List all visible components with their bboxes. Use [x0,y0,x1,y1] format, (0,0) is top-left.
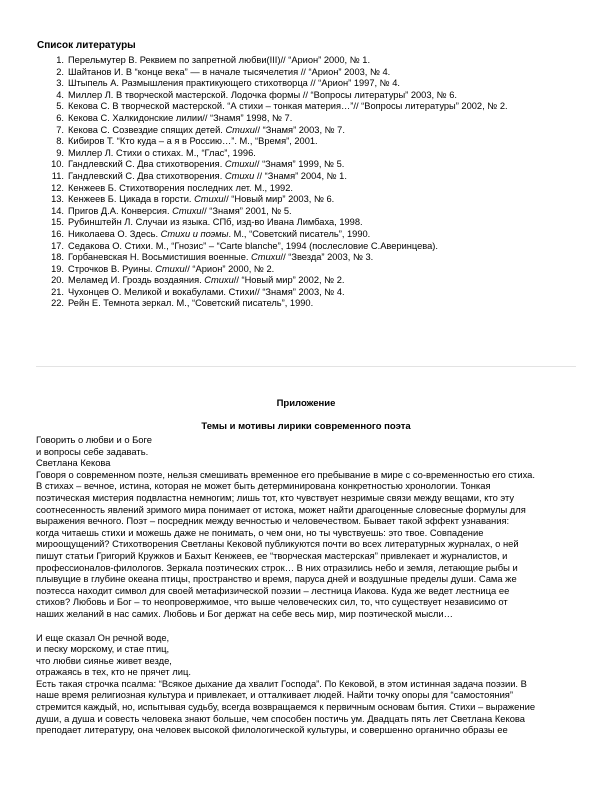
text-line: соотнесенность явлений зримого мира понимает от истока, может найти драгоценные словесные формулы для [36,503,526,515]
bibliography-item [36,55,508,67]
bibliography-item-number: 14. [51,205,64,216]
bibliography-item-number: 9. [56,147,64,158]
bibliography-item [36,171,508,183]
text-line: поэтическая мистерия подвластна немногим; лишь тот, кто чувствует незримые связи между вещами, кто эту [36,491,515,503]
text-line: плывущие в глубине океана птицы, пространство и время, паруса дней и воздушные пределы души. Сама же [36,573,517,585]
text-line: Светлана Кекова [36,457,111,469]
bibliography-item-text: // “Знамя” 2001, № 5. [201,205,292,216]
bibliography-item-number: 22. [51,298,64,309]
bibliography-item-italic: Стихи [225,124,255,135]
text-line: пишут статьи Григорий Кружков и Бахыт Кенжеев, ее “творческая мастерская” привлекает и журналистов, и [36,549,508,561]
bibliography-item-text: // “Арион” 2000, № 2. [184,263,275,274]
bibliography-item [36,298,508,310]
bibliography-item-text: // “Знамя” 2003, № 7. [254,124,345,135]
bibliography-item [36,264,508,276]
bibliography-item-number: 21. [51,286,64,297]
bibliography-item-text: Гандлевский С. Два стихотворения. [68,159,225,170]
bibliography-item-italic: Стихи [251,252,281,263]
bibliography-item-text: Миллер Л. Стихи о стихах. М., “Глас”, 1996. [68,147,256,158]
bibliography-item-text: Кибиров Т. “Кто куда – а я в Россию…”. М., “Время”, 2001. [68,136,318,147]
bibliography-item-text: Строчков В. Руины. [68,263,156,274]
bibliography-item-number: 11. [51,170,64,181]
bibliography-item [36,148,508,160]
bibliography-item-text: Кекова С. Созвездие спящих детей. [68,124,226,135]
bibliography-item [36,206,508,218]
bibliography-item [36,194,508,206]
text-line: когда читаешь стихи и можешь даже не понимать, о чем они, но ты чувствуешь: это твое. Совпадение [36,526,484,538]
bibliography-item-italic: Стихи и поэмы [160,228,229,239]
bibliography-item-text: Чухонцев О. Меликой и вокабулами. Стихи// “Знамя” 2003, № 4. [68,286,345,297]
text-line: Говоря о современном поэте, нельзя смешивать временное его пребывание в мире с со-временностью его стиха. [36,468,535,480]
paragraph-gap [36,620,580,632]
text-line: наше время религиозная культура и привлекает, и отталкивает людей. Найти точку опоры для “самостояния” [36,689,514,701]
appendix-body [36,434,580,736]
bibliography-item-number: 6. [56,112,64,123]
bibliography-item [36,229,508,241]
bibliography-item-italic: Стихи [155,263,185,274]
bibliography-item [36,287,508,299]
section-divider [36,366,576,367]
bibliography-item-text: . М., “Советский писатель”, 1990. [228,228,371,239]
bibliography-item [36,67,508,79]
appendix-title: Приложение [276,398,336,409]
bibliography-item-number: 10. [51,159,64,170]
bibliography-item [36,78,508,90]
bibliography-item-text: Меламед И. Гроздь воздаяния. [68,275,205,286]
text-line: поэтесса находит символ для своей метафизической поэзии – лестница Иакова. Куда же ведет лестница ее [36,584,510,596]
bibliography-item-text: Кенжеев Б. Стихотворения последних лет. М., 1992. [68,182,293,193]
bibliography-item-number: 3. [56,78,64,89]
text-line: Есть такая строчка псалма: “Всякое дыхание да хвалит Господа”. По Кековой, в этом истинная задача поэзии. В [36,677,527,689]
bibliography-item [36,159,508,171]
bibliography-item [36,241,508,253]
bibliography-item-text: Кекова С. В творческой мастерской. “А стихи – тонкая материя…”// “Вопросы литературы” 2002, № 2. [68,101,508,112]
bibliography-item-text: Рубинштейн Л. Случаи из языка. СПб, изд-во Ивана Лимбаха, 1998. [68,217,363,228]
bibliography-item-number: 17. [51,240,64,251]
bibliography-heading: Список литературы [37,40,136,51]
bibliography-item-number: 13. [51,194,64,205]
bibliography-item-text: Шайтанов И. В “конце века” — в начале тысячелетия // “Арион” 2003, № 4. [68,66,391,77]
bibliography-item [36,113,508,125]
bibliography-item-number: 1. [56,55,64,65]
bibliography-item-italic: Стихи [204,275,234,286]
text-line: отражаясь в тех, кто не прячет лиц. [36,666,191,678]
bibliography-item-italic: Стихи [224,159,255,170]
bibliography-item-text: Миллер Л. В творческой мастерской. Лодочка формы // “Вопросы литературы” 2003, № 6. [68,89,457,100]
bibliography-item-number: 20. [51,275,64,286]
bibliography-item-text: Гандлевский С. Два стихотворения. [68,170,225,181]
bibliography-item-text: // “Знамя” 1999, № 5. [254,159,345,170]
bibliography-item-number: 12. [51,182,64,193]
bibliography-item-italic: Стихи [224,170,255,181]
text-line: Говорить о любви и о Боге [36,434,152,445]
bibliography-item [36,217,508,229]
bibliography-item-number: 2. [56,66,64,77]
bibliography-item-number: 5. [56,101,64,112]
text-line: профессионалов-филологов. Зеркала поэтических строк… В них отразились небо и земля, летающие рыбы и [36,561,518,573]
bibliography-item-text: Николаева О. Здесь. [68,228,161,239]
bibliography-item-text: Кекова С. Халкидонские лилии// “Знамя” 1998, № 7. [68,112,293,123]
bibliography-item-number: 15. [51,217,64,228]
text-line: стремится каждый, но, испытывая судьбу, всегда возвращаемся к первичным основам бытия. Стихи – выражение [36,701,536,713]
bibliography-item [36,252,508,264]
bibliography-item-number: 7. [56,124,64,135]
bibliography-item [36,90,508,102]
text-line: преподает литературу, она человек высокой филологической культуры, и совершенно органично образы ее [36,724,508,736]
bibliography-item-italic: Стихи [172,205,202,216]
bibliography-item-number: 16. [51,228,64,239]
text-line: и песку морскому, и стае птиц, [36,643,170,655]
bibliography-item-text: Седакова О. Стихи. М., “Гнозис” – “Carte blanche”, 1994 (послесловие С.Аверинцева). [68,240,438,251]
bibliography-list [36,55,508,310]
bibliography-item [36,136,508,148]
bibliography-item-text: Кенжеев Б. Цикада в горсти. [68,194,195,205]
bibliography-item [36,275,508,287]
bibliography-item [36,183,508,195]
bibliography-item-number: 19. [51,263,64,274]
text-line: выражения вечного. Поэт – посредник между вечностью и человечеством. Бывает такой эффект узнавания: [36,515,510,527]
text-line: И еще сказал Он речной воде, [36,631,170,643]
bibliography-item-number: 4. [56,89,64,100]
bibliography-item-italic: Стихи [194,194,224,205]
text-line: В стихах – вечное, истина, которая не может быть детерминирована конкретностью хронологии. Тонкая [36,480,491,492]
bibliography-item-text: // “Знамя” 2004, № 1. [254,170,347,181]
text-line: и вопросы себе задавать. [36,445,149,457]
appendix-subtitle: Темы и мотивы лирики современного поэта [201,421,411,432]
bibliography-item [36,125,508,137]
text-line: стихов? Любовь и Бог – то неопровержимое, что выше человеческих сил, то, что существует независимо от [36,596,508,608]
bibliography-item-text: Штыпель А. Размышления практикующего стихотворца // “Арион” 1997, № 4. [68,78,400,89]
text-line: мироощущений? Стихотворения Светланы Кековой публикуются почти во всех литературных журналах, о ней [36,538,519,550]
bibliography-item-number: 18. [51,252,64,263]
bibliography-item-text: Пригов Д.А. Конверсия. [68,205,173,216]
text-line: наших желаний в нас самих. Любовь и Бог держат на себе весь мир, мир поэтической мысли… [36,607,453,619]
text-line: души, а душа и совесть человека знают больше, чем способен постичь ум. Двадцать пять лет Светлана Кекова [36,712,526,724]
bibliography-item-number: 8. [56,136,64,147]
bibliography-item-text: Рейн Е. Темнота зеркал. М., “Советский писатель”, 1990. [68,298,314,309]
bibliography-item [36,101,508,113]
text-line: что любви сиянье живет везде, [36,654,172,666]
bibliography-item-text: // “Звезда” 2003, № 3. [280,252,374,263]
bibliography-item-text: Горбаневская Н. Восьмистишия военные. [68,252,252,263]
bibliography-item-text: Перельмутер В. Реквием по запретной любви(III)// “Арион” 2000, № 1. [68,55,371,65]
bibliography-item-text: // “Новый мир” 2003, № 6. [223,194,335,205]
bibliography-item-text: // “Новый мир” 2002, № 2. [233,275,345,286]
